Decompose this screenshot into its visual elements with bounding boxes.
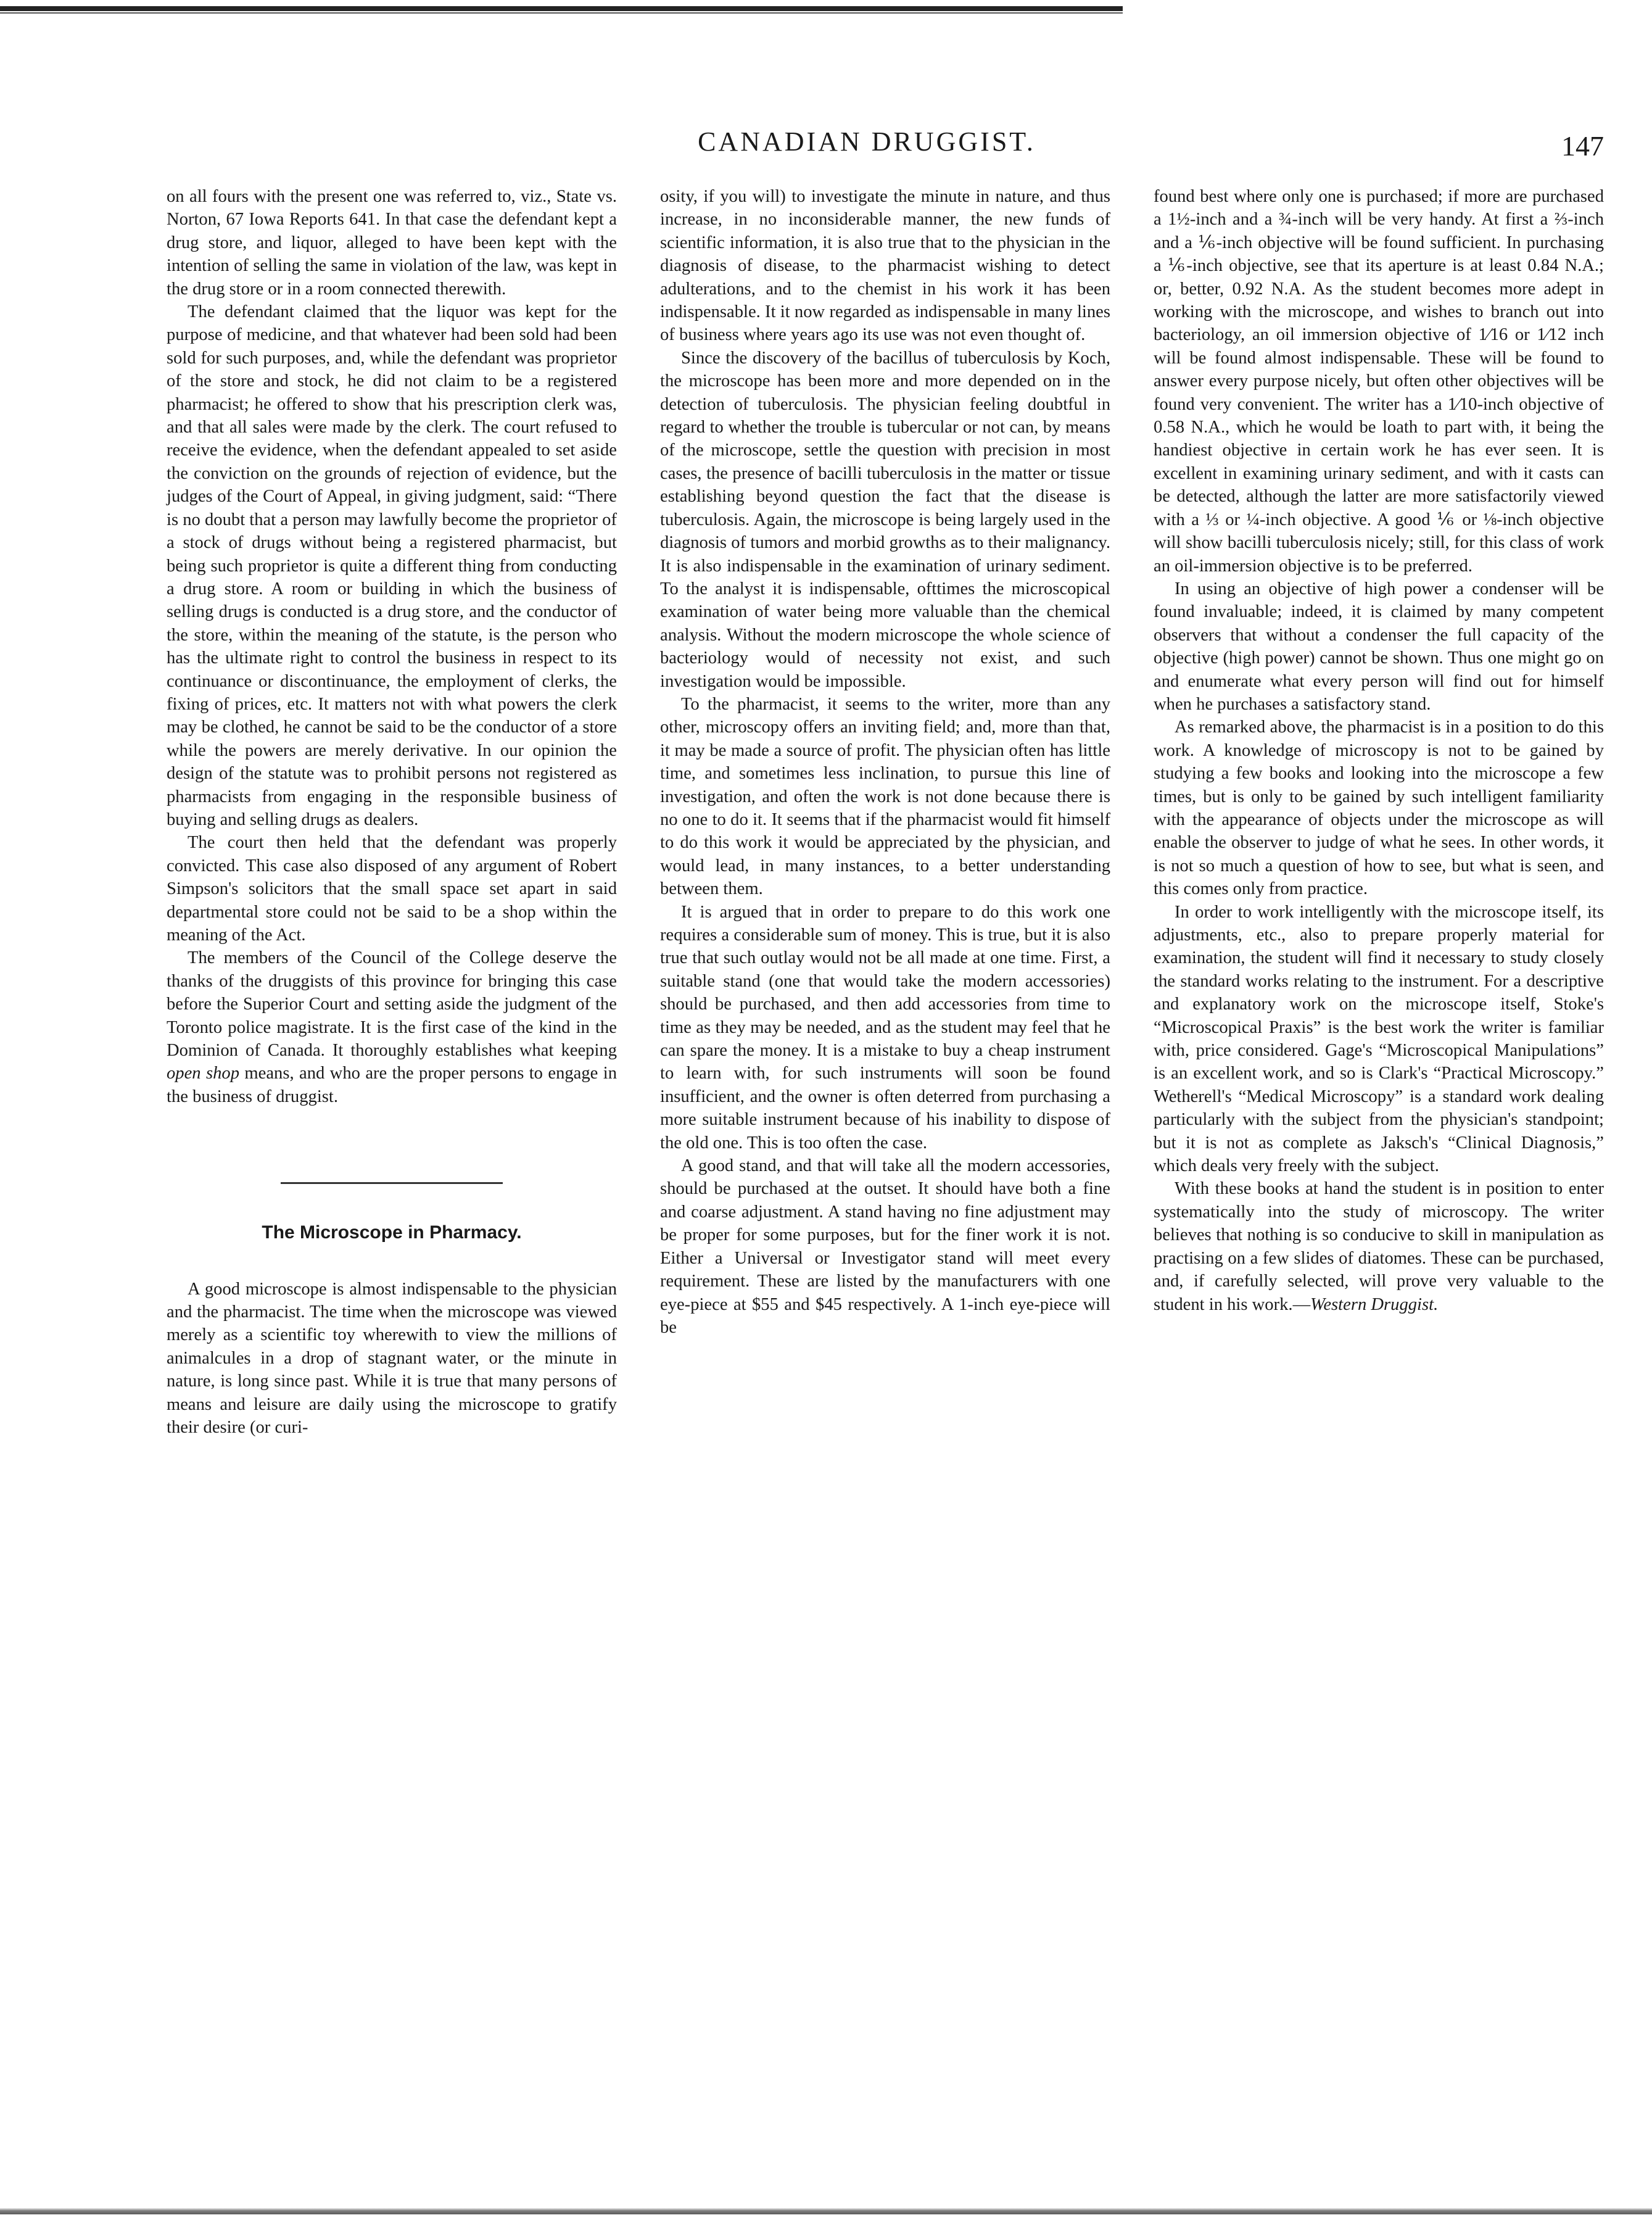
paragraph	[167, 946, 617, 1108]
bottom-rule	[0, 2208, 1652, 2214]
top-rule	[0, 6, 1123, 11]
paragraph: It is argued that in order to prepare to do this work one requires a considerable sum of money. This is true, but it is also true that such outlay would not be all made at one time. First, a suitable stand (one that would take the modern accessories) should be purchased, and then add accessories from time to time as they may be needed, and as the student may feel that he can spare the money. It is a mistake to buy a cheap instrument to learn with, for such instruments will soon be found insufficient, and the owner is often deterred from purchasing a more suitable instrument because of his inability to dispose of the old one. This is too often the case.	[660, 902, 1110, 1153]
section-heading: The Microscope in Pharmacy.	[262, 1222, 522, 1243]
source-credit: Western Druggist.	[1310, 1294, 1439, 1314]
article-columns	[167, 185, 1604, 2085]
paragraph-text: The members of the Council of the College deserve the thanks of the druggists of this province for bringing this case before the Superior Court and setting aside the judgment of the Toronto police magistrate. It is the first case of the kind in the Dominion of Canada. It thoroughly establishes what keeping	[167, 948, 617, 1061]
paragraph	[1154, 1177, 1604, 1315]
paragraph: on all fours with the present one was referred to, viz., State vs. Norton, 67 Iowa Reports 641. In that case the defendant kept a drug store, and liquor, alleged to have been kept with the intention of selling the same in violation of the law, was kept in the drug store or in a room connected therewith.	[167, 187, 617, 299]
paragraph: A good stand, and that will take all the modern accessories, should be purchased at the outset. It should have both a fine and coarse adjustment. A stand having no fine adjustment may be proper for some purposes, but for the finer work it is not. Either a Universal or Investigator stand will meet every requirement. These are listed by the manufacturers with one eye-piece at $55 and $45 respectively. A 1-inch eye-piece will be	[660, 1156, 1110, 1337]
paragraph: found best where only one is purchased; if more are purchased a 1½-inch and a ¾-inch will be very handy. At first a ⅔-inch and a ⅙-inch objective will be found sufficient. In purchasing a ⅙-inch objective, see that its aperture is at least 0.84 N.A.; or, better, 0.92 N.A. As the student becomes more adept in working with the microscope, and wishes to branch out into bacteriology, an oil immersion objective of 1⁄16 or 1⁄12 inch will be found almost indispensable. These will be found to answer every purpose nicely, but often other objectives will be found very convenient. The writer has a 1⁄10-inch objective of 0.58 N.A., which he would be loath to part with, it being the handiest objective in certain work he has ever seen. It is excellent in examining urinary sediment, and with it casts can be detected, although the latter are more satisfactorily viewed with a ⅓ or ¼-inch objective. A good ⅙ or ⅛-inch objective will show bacilli tuberculosis nicely; still, for this class of work an oil-immersion objective is to be preferred.	[1154, 187, 1604, 576]
column-3	[1154, 185, 1604, 2085]
paragraph: osity, if you will) to investigate the minute in nature, and thus increase, in no inconsiderable manner, the new funds of scientific information, it is also true that to the physician in the diagnosis of disease, to the pharmacist wishing to detect adulterations, and to the chemist in his work it has been indispensable. It it now regarded as indispensable in many lines of business where years ago its use was not even thought of.	[660, 187, 1110, 345]
section-divider	[281, 1182, 503, 1184]
paragraph: A good microscope is almost indispensable to the physician and the pharmacist. The time when the microscope was viewed merely as a scientific toy wherewith to view the millions of animalcules in a drop of stagnant water, or the minute in nature, is long since past. While it is true that many persons of means and leisure are daily using the microscope to gratify their desire (or curi-	[167, 1279, 617, 1438]
paragraph: To the pharmacist, it seems to the writer, more than any other, microscopy offers an inviting field; and, more than that, it may be made a source of profit. The physician often has little time, and sometimes less inclination, to pursue this line of investigation, and often the work is not done because there is no one to do it. It seems that if the pharmacist would fit himself to do this work it would be appreciated by the physician, and would lead, in many instances, to a better understanding between them.	[660, 694, 1110, 899]
column-1	[167, 185, 617, 2085]
paragraph: As remarked above, the pharmacist is in a position to do this work. A knowledge of microscopy is not to be gained by studying a few books and looking into the microscope a few times, but is only to be gained by such intelligent familiarity with the appearance of objects under the microscope as will enable the observer to judge of what he sees. In other words, it is not so much a question of how to see, but what is seen, and this comes only from practice.	[1154, 718, 1604, 899]
paragraph: The court then held that the defendant was properly convicted. This case also disposed of any argument of Robert Simpson's solicitors that the small space set apart in said departmental store could not be said to be a shop within the meaning of the Act.	[167, 833, 617, 945]
page-number: 147	[1561, 130, 1604, 162]
paragraph: The defendant claimed that the liquor was kept for the purpose of medicine, and that whatever had been sold had been sold for such purposes, and, while the defendant was proprietor of the store and stock, he did not claim to be a registered pharmacist; he offered to show that his prescription clerk was, and that all sales were made by the clerk. The court refused to receive the evidence, when the defendant appealed to set aside the conviction on the grounds of rejection of evidence, but the judges of the Court of Appeal, in giving judgment, said: “There is no doubt that a person may lawfully become the proprietor of a stock of drugs without being a registered pharmacist, but being such proprietor is quite a different thing from conducting a drug store. A room or building in which the business of selling drugs is conducted is a drug store, and the conductor of the store, within the meaning of the statute, is the person who has the ultimate right to control the business in respect to its continuance or discontinuance, the employment of clerks, the fixing of prices, etc. It matters not with what powers the clerk may be clothed, he cannot be said to be the conductor of a store while the powers are merely derivative. In our opinion the design of the statute was to prohibit persons not registered as pharmacists from engaging in the responsible business of buying and selling drugs as dealers.	[167, 302, 617, 829]
top-rule-thin	[0, 12, 1123, 14]
running-title: CANADIAN DRUGGIST.	[698, 126, 1036, 157]
paragraph: Since the discovery of the bacillus of tuberculosis by Koch, the microscope has been more and more depended on in the detection of tuberculosis. The physician feeling doubtful in regard to whether the trouble is tubercular or not can, by means of the microscope, settle the question with precision in most cases, the presence of bacilli tuberculosis in the matter or tissue establishing beyond question the fact that the disease is tuberculosis. Again, the microscope is being largely used in the diagnosis of tumors and morbid growths as to their malignancy. It is also indispensable in the examination of urinary sediment. To the analyst it is indispensable, ofttimes the microscopical examination of water being more valuable than the chemical analysis. Without the modern microscope the whole science of bacteriology would of necessity not exist, and such investigation would be impossible.	[660, 348, 1110, 691]
paragraph-text: With these books at hand the student is in position to enter systematically into the study of microscopy. The writer believes that nothing is so conducive to skill in manipulation as practising on a few slides of diatomes. These can be purchased, and, if carefully selected, will prove very valuable to the student in his work.—	[1154, 1179, 1604, 1314]
paragraph-text: means, and who are the proper persons to engage in the business of druggist.	[167, 1064, 617, 1106]
emphasis-text: open shop	[167, 1064, 239, 1083]
paragraph: In using an objective of high power a condenser will be found invaluable; indeed, it is claimed by many competent observers that without a condenser the full capacity of the objective (high power) cannot be shown. Thus one might go on and enumerate what every person will find out for himself when he purchases a satisfactory stand.	[1154, 579, 1604, 714]
page-header	[167, 123, 1604, 173]
paragraph: In order to work intelligently with the microscope itself, its adjustments, etc., also to prepare properly material for examination, the student will find it necessary to study closely the standard works relating to the instrument. For a descriptive and explanatory work on the microscope itself, Stoke's “Microscopical Praxis” is the best work the writer is familiar with, price considered. Gage's “Microscopical Manipulations” is an excellent work, and so is Clark's “Practical Microscopy.” Wetherell's “Medical Microscopy” is a standard work dealing particularly with the subject from the physician's standpoint; but it is not as complete as Jaksch's “Clinical Diagnosis,” which deals very freely with the subject.	[1154, 902, 1604, 1176]
column-2	[660, 185, 1110, 2085]
